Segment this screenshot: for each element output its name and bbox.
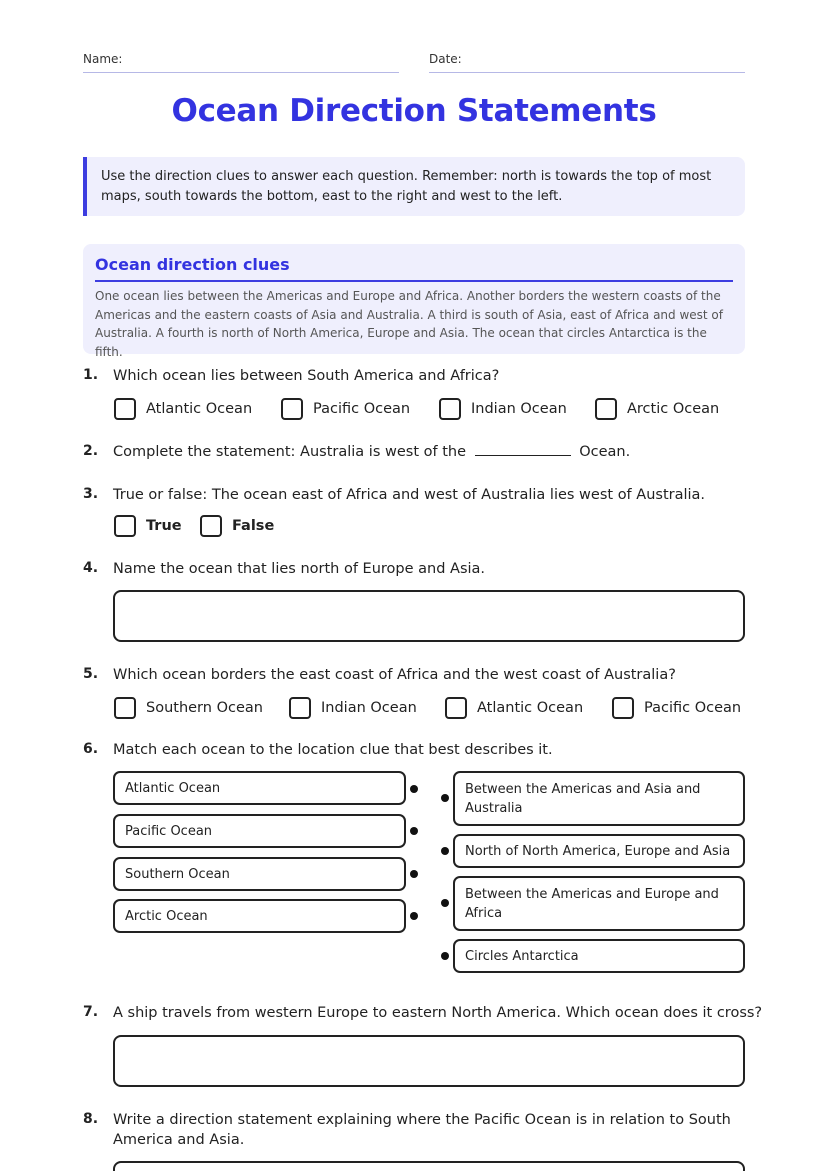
name-label: Name: — [83, 52, 123, 66]
question-text-7: A ship travels from western Europe to eastern North America. Which ocean does it cross? — [113, 1005, 763, 1021]
q1-option-pacific[interactable]: Pacific Ocean — [281, 398, 410, 420]
clues-text: One ocean lies between the Americas and Europe and Africa. Another borders the western coasts of the Americas and the eastern coasts of Asia and Australia. A third is south of Asia, east of Africa and west of Australia. A fourth is north of North America, Europe and Asia. The ocean that circles Antarctica is the fifth. — [95, 289, 724, 360]
question-text-3: True or false: The ocean east of Africa and west of Australia lies west of Australia. — [113, 487, 706, 503]
checkbox[interactable] — [445, 697, 467, 719]
match-dot-left-4[interactable] — [410, 912, 418, 920]
q1-option-indian[interactable]: Indian Ocean — [439, 398, 567, 420]
question-number-1: 1. — [83, 367, 99, 383]
checkbox[interactable] — [612, 697, 634, 719]
q3-option-true[interactable]: True — [114, 515, 182, 537]
q3-option-false[interactable]: False — [200, 515, 274, 537]
checkbox[interactable] — [595, 398, 617, 420]
date-label: Date: — [429, 52, 462, 66]
name-line[interactable] — [83, 72, 399, 73]
q1-option-arctic[interactable]: Arctic Ocean — [595, 398, 719, 420]
match-dot-left-2[interactable] — [410, 827, 418, 835]
question-number-2: 2. — [83, 443, 99, 459]
q1-option-atlantic[interactable]: Atlantic Ocean — [114, 398, 252, 420]
match-left-pacific[interactable]: Pacific Ocean — [113, 814, 406, 848]
question-number-5: 5. — [83, 666, 99, 682]
checkbox[interactable] — [114, 697, 136, 719]
instructions-box — [83, 157, 745, 216]
q8-answer-box[interactable] — [113, 1161, 745, 1171]
question-number-3: 3. — [83, 486, 99, 502]
question-number-8: 8. — [83, 1111, 99, 1127]
q5-option-atlantic[interactable]: Atlantic Ocean — [445, 697, 583, 719]
page-title: Ocean Direction Statements — [171, 93, 657, 129]
clues-box — [83, 244, 745, 360]
q5-option-southern[interactable]: Southern Ocean — [114, 697, 263, 719]
question-text-5: Which ocean borders the east coast of Africa and the west coast of Australia? — [113, 667, 676, 683]
clues-title: Ocean direction clues — [95, 255, 733, 282]
q4-answer-box[interactable] — [113, 590, 745, 642]
question-number-7: 7. — [83, 1004, 99, 1020]
question-text-2: Complete the statement: Australia is west of the Ocean. — [113, 444, 631, 460]
match-right-americas-asia[interactable]: Between the Americas and Asia and Australia — [453, 771, 745, 826]
question-number-6: 6. — [83, 741, 99, 757]
match-dot-left-1[interactable] — [410, 785, 418, 793]
question-number-4: 4. — [83, 560, 99, 576]
q5-option-indian[interactable]: Indian Ocean — [289, 697, 417, 719]
match-dot-right-4[interactable] — [441, 952, 449, 960]
checkbox[interactable] — [200, 515, 222, 537]
match-right-americas-europe[interactable]: Between the Americas and Europe and Africa — [453, 876, 745, 931]
q5-option-pacific[interactable]: Pacific Ocean — [612, 697, 741, 719]
checkbox[interactable] — [114, 515, 136, 537]
q7-answer-box[interactable] — [113, 1035, 745, 1087]
fill-in-blank[interactable] — [475, 442, 571, 456]
checkbox[interactable] — [439, 398, 461, 420]
match-left-atlantic[interactable]: Atlantic Ocean — [113, 771, 406, 805]
instructions-text: Use the direction clues to answer each question. Remember: north is towards the top of most maps, south towards the bottom, east to the right and west to the left. — [101, 169, 712, 204]
question-text-6: Match each ocean to the location clue that best describes it. — [113, 742, 553, 758]
match-right-north[interactable]: North of North America, Europe and Asia — [453, 834, 745, 868]
match-dot-right-1[interactable] — [441, 794, 449, 802]
checkbox[interactable] — [114, 398, 136, 420]
match-left-southern[interactable]: Southern Ocean — [113, 857, 406, 891]
match-dot-right-2[interactable] — [441, 847, 449, 855]
checkbox[interactable] — [281, 398, 303, 420]
question-text-8: Write a direction statement explaining where the Pacific Ocean is in relation to South America and Asia. — [113, 1112, 731, 1148]
question-text-4: Name the ocean that lies north of Europe and Asia. — [113, 561, 486, 577]
checkbox[interactable] — [289, 697, 311, 719]
match-right-antarctica[interactable]: Circles Antarctica — [453, 939, 745, 973]
question-text-1: Which ocean lies between South America and Africa? — [113, 368, 500, 384]
date-line[interactable] — [429, 72, 745, 73]
match-dot-left-3[interactable] — [410, 870, 418, 878]
match-left-arctic[interactable]: Arctic Ocean — [113, 899, 406, 933]
match-dot-right-3[interactable] — [441, 899, 449, 907]
